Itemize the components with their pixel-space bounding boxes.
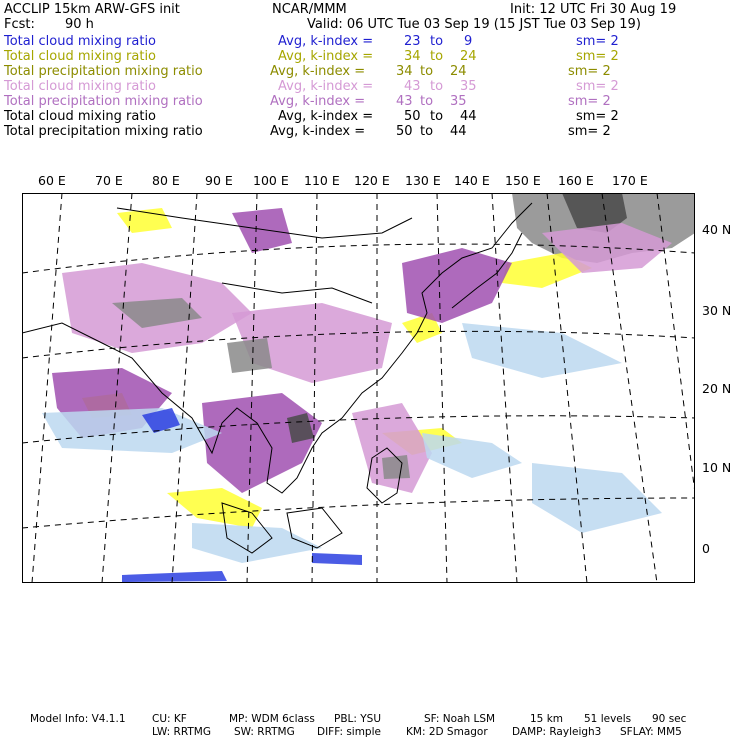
field-sm: sm= 2: [576, 49, 619, 64]
forecast-hours: 90 h: [65, 17, 94, 32]
field-k-from: 23: [404, 34, 421, 49]
field-sm: sm= 2: [576, 79, 619, 94]
field-sm: sm= 2: [568, 94, 611, 109]
field-name: Total precipitation mixing ratio: [4, 124, 203, 139]
lon-label: 130 E: [405, 173, 441, 188]
lon-label: 140 E: [454, 173, 490, 188]
lon-label: 170 E: [612, 173, 648, 188]
footer-sf: SF: Noah LSM: [424, 713, 496, 725]
field-name: Total precipitation mixing ratio: [4, 94, 203, 109]
footer-diff: DIFF: simple: [317, 726, 381, 738]
field-k-to-word: to: [430, 109, 444, 124]
field-name: Total cloud mixing ratio: [4, 79, 157, 94]
map-panel: [22, 193, 695, 583]
valid-time: Valid: 06 UTC Tue 03 Sep 19 (15 JST Tue 03 Sep 19): [307, 17, 641, 32]
footer-cu: CU: KF: [152, 713, 187, 725]
field-k-to-word: to: [420, 94, 434, 109]
footer-km: KM: 2D Smagor: [406, 726, 488, 738]
field-avg: Avg, k-index =: [270, 94, 366, 109]
lon-label: 80 E: [152, 173, 180, 188]
footer-sflay: SFLAY: MM5: [620, 726, 682, 738]
field-k-to: 44: [460, 109, 477, 124]
lon-label: 150 E: [505, 173, 541, 188]
field-k-to-word: to: [420, 64, 434, 79]
lon-label: 90 E: [205, 173, 233, 188]
footer-timestep: 90 sec: [652, 713, 687, 725]
field-k-to: 9: [464, 34, 473, 49]
field-sm: sm= 2: [568, 124, 611, 139]
field-name: Total cloud mixing ratio: [4, 34, 157, 49]
field-avg: Avg, k-index =: [278, 34, 374, 49]
field-k-to: 24: [460, 49, 477, 64]
field-k-to: 35: [450, 94, 467, 109]
field-avg: Avg, k-index =: [278, 109, 374, 124]
field-k-to-word: to: [430, 34, 444, 49]
blue-intense-spot: [312, 553, 362, 565]
field-sm: sm= 2: [576, 109, 619, 124]
model-title: ACCLIP 15km ARW-GFS init: [4, 2, 180, 17]
lon-label: 100 E: [253, 173, 289, 188]
field-avg: Avg, k-index =: [270, 64, 366, 79]
footer-pbl: PBL: YSU: [334, 713, 382, 725]
footer-sw: SW: RRTMG: [234, 726, 295, 738]
lat-label: 40 N: [702, 222, 732, 237]
footer-mp: MP: WDM 6class: [229, 713, 315, 725]
field-k-from: 50: [396, 124, 413, 139]
field-k-from: 43: [396, 94, 413, 109]
field-k-to: 24: [450, 64, 467, 79]
field-sm: sm= 2: [576, 34, 619, 49]
field-name: Total cloud mixing ratio: [4, 49, 157, 64]
field-k-from: 34: [396, 64, 413, 79]
footer-model-info: Model Info: V4.1.1: [30, 713, 126, 725]
lon-label: 110 E: [304, 173, 340, 188]
field-k-from: 50: [404, 109, 421, 124]
footer-lw: LW: RRTMG: [152, 726, 211, 738]
field-avg: Avg, k-index =: [278, 49, 374, 64]
field-name: Total cloud mixing ratio: [4, 109, 157, 124]
field-k-from: 34: [404, 49, 421, 64]
lon-label: 60 E: [38, 173, 66, 188]
lat-label: 30 N: [702, 303, 732, 318]
footer-damp: DAMP: Rayleigh3: [512, 726, 602, 738]
field-k-to: 35: [460, 79, 477, 94]
lon-label: 160 E: [558, 173, 594, 188]
gray-convective-spot: [227, 338, 272, 373]
field-k-from: 43: [404, 79, 421, 94]
field-k-to-word: to: [430, 79, 444, 94]
field-name: Total precipitation mixing ratio: [4, 64, 203, 79]
lat-label: 0: [702, 541, 710, 556]
lat-label: 10 N: [702, 460, 732, 475]
init-time: Init: 12 UTC Fri 30 Aug 19: [510, 2, 677, 17]
forecast-label: Fcst:: [4, 17, 35, 32]
footer-resolution: 15 km: [530, 713, 564, 725]
lon-label: 120 E: [354, 173, 390, 188]
field-avg: Avg, k-index =: [270, 124, 366, 139]
field-k-to-word: to: [430, 49, 444, 64]
field-avg: Avg, k-index =: [278, 79, 374, 94]
lat-label: 20 N: [702, 381, 732, 396]
field-sm: sm= 2: [568, 64, 611, 79]
lon-label: 70 E: [95, 173, 123, 188]
gray-convective-spot: [382, 455, 410, 479]
field-k-to-word: to: [420, 124, 434, 139]
field-k-to: 44: [450, 124, 467, 139]
org-label: NCAR/MMM: [272, 2, 347, 17]
footer-levels: 51 levels: [584, 713, 632, 725]
